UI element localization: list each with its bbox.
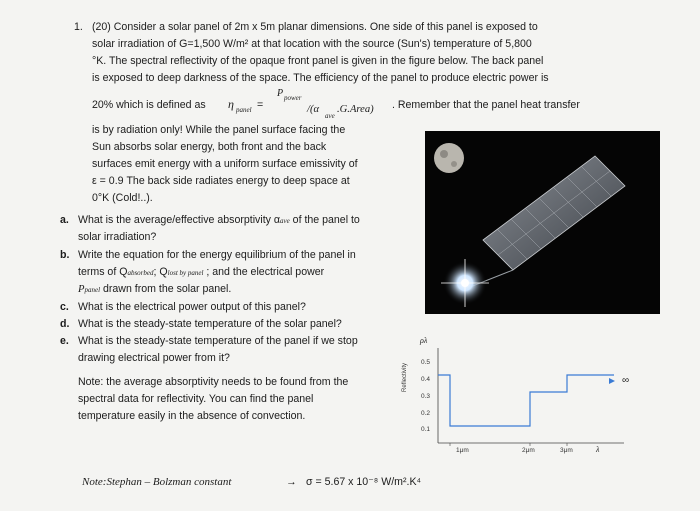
y-axis-label: Reflectivity	[402, 362, 408, 392]
chart-plot-area	[400, 330, 650, 460]
denominator-rest: .G.Area)	[337, 104, 374, 115]
note-line-2: spectral data for reflectivity. You can find the panel	[78, 393, 314, 405]
denominator: /(α	[307, 104, 320, 115]
reflectivity-chart	[400, 330, 650, 460]
question-c-text: What is the electrical power output of this panel?	[78, 301, 306, 313]
y-tick-label: 0.2	[421, 410, 431, 417]
satellite-illustration	[425, 131, 660, 314]
left-line-2: Sun absorbs solar energy, both front and the back	[92, 141, 327, 153]
infinity-label: ∞	[622, 375, 630, 386]
reflectivity-series-line	[438, 375, 614, 426]
arrow-head-icon	[609, 378, 615, 384]
power-symbol: P	[277, 88, 284, 99]
problem-number: 1.	[74, 21, 83, 33]
efficiency-prefix: 20% which is defined as	[92, 99, 206, 111]
question-c-letter: c.	[60, 301, 69, 313]
y-tick-label: 0.3	[421, 393, 431, 400]
eta-subscript: panel	[236, 106, 252, 114]
y-tick-label: 0.4	[421, 376, 431, 383]
question-d-letter: d.	[60, 318, 70, 330]
left-line-3: surfaces emit energy with a uniform surface emissivity of	[92, 158, 358, 170]
question-e-line-1: What is the steady-state temperature of the panel if we stop	[78, 335, 358, 347]
question-b-line-2: terms of Qabsorbed; Qlost by panel ; and the electrical power	[78, 266, 325, 278]
moon-icon	[434, 143, 464, 173]
panel-array-icon	[465, 156, 625, 289]
left-line-5: 0°K (Cold!..).	[92, 192, 153, 204]
problem-line-3: °K. The spectral reflectivity of the opaque front panel is given in the figure below. The back panel	[92, 55, 544, 67]
alpha-subscript: ave	[325, 112, 335, 120]
problem-line-2: solar irradiation of G=1,500 W/m² at that location with the source (Sun's) temperature of 5,800	[92, 38, 532, 50]
note-line-1: Note: the average absorptivity needs to be found from the	[78, 376, 349, 388]
question-a-text: What is the average/effective absorptivity αave of the panel to	[78, 214, 360, 226]
note-line-3: temperature easily in the absence of convection.	[78, 410, 306, 422]
x-tick-label: 2μm	[522, 447, 535, 454]
problem-line-4: is exposed to deep darkness of the space. The efficiency of the panel to produce electric power is	[92, 72, 549, 84]
solar-panel-photo	[425, 131, 660, 314]
remember-text: . Remember that the panel heat transfer	[392, 99, 580, 111]
constant-label: Note:Stephan – Bolzman constant	[82, 476, 232, 488]
sigma-value: σ = 5.67 x 10⁻⁸ W/m².K⁴	[306, 476, 422, 488]
x-tick-label: 1μm	[456, 447, 469, 454]
eta-symbol: η	[228, 97, 234, 111]
sun-flare-icon	[441, 259, 489, 307]
question-e-letter: e.	[60, 335, 69, 347]
y-tick-label: 0.5	[421, 359, 431, 366]
power-subscript: power	[284, 94, 302, 102]
problem-line-1: (20) Consider a solar panel of 2m x 5m planar dimensions. One side of this panel is exposed to	[92, 21, 538, 33]
equals-sign: =	[257, 99, 264, 111]
y-tick-label: 0.1	[421, 426, 431, 433]
x-tick-label: 3μm	[560, 447, 573, 454]
question-b-line-1: Write the equation for the energy equilibrium of the panel in	[78, 249, 356, 261]
left-line-1: is by radiation only! While the panel surface facing the	[92, 124, 346, 136]
question-e-line-2: drawing electrical power from it?	[78, 352, 230, 364]
question-a-letter: a.	[60, 214, 69, 226]
question-d-text: What is the steady-state temperature of the solar panel?	[78, 318, 342, 330]
arrow-icon: →	[286, 476, 297, 488]
question-a-line-2: solar irradiation?	[78, 231, 157, 243]
question-b-line-3: Ppanel drawn from the solar panel.	[78, 283, 232, 295]
y-symbol: ρλ	[420, 336, 428, 345]
left-line-4: ε = 0.9 The back side radiates energy to deep space at	[92, 175, 350, 187]
x-axis-label: λ	[596, 445, 600, 454]
question-b-letter: b.	[60, 249, 70, 261]
